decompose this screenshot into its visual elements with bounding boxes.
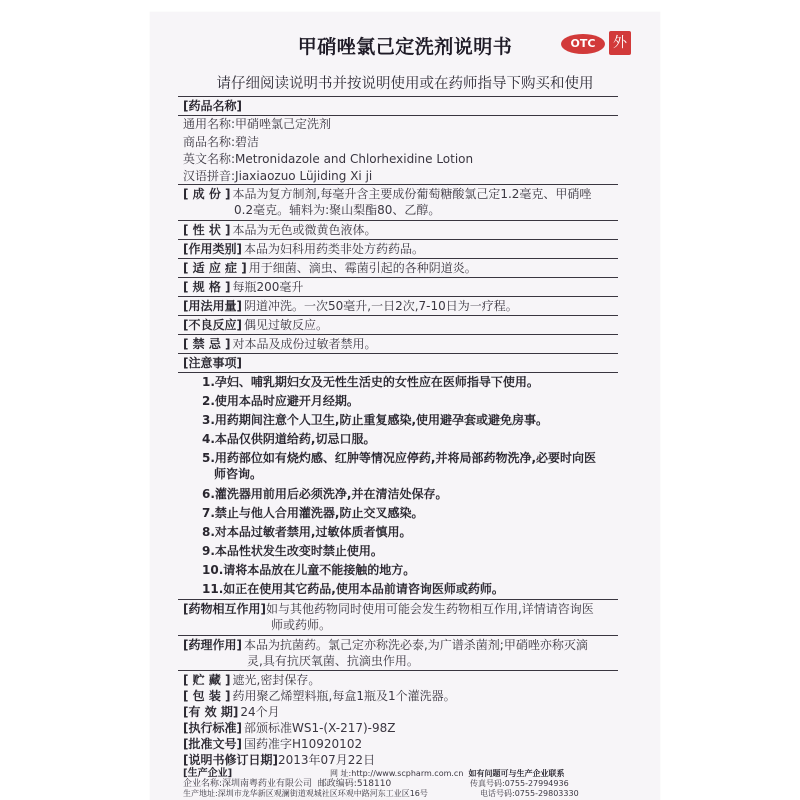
divider — [178, 670, 618, 671]
external-use-badge: 外 — [609, 31, 631, 55]
divider — [178, 334, 618, 335]
trade-name-value: 碧洁 — [235, 135, 260, 149]
specification-label: [ 规 格 ] — [183, 280, 231, 294]
contraindications-row — [183, 336, 377, 352]
precaution-item: 4.本品仅供阴道给药,切忌口服。 — [202, 432, 376, 446]
validity-row — [183, 704, 280, 720]
appearance-row — [183, 222, 377, 238]
specification-row — [183, 279, 303, 295]
storage-label: [ 贮 藏 ] — [183, 673, 231, 687]
precautions-heading: [注意事项] — [183, 356, 242, 370]
contact-footer: 如有问题可与生产企业联系 — [468, 769, 565, 778]
precaution-item: 6.灌洗器用前用后必须洗净,并在清洁处保存。 — [202, 487, 448, 501]
ingredients-label: [ 成 份 ] — [183, 187, 231, 201]
revision-label: [说明书修订日期] — [183, 753, 278, 767]
appearance-label: [ 性 状 ] — [183, 223, 231, 237]
storage-value: 遮光,密封保存。 — [232, 673, 321, 687]
generic-name-row — [183, 116, 331, 132]
divider — [178, 184, 618, 185]
generic-name-value: 甲硝唑氯己定洗剂 — [235, 117, 332, 131]
manufacturer-address-row — [183, 789, 428, 798]
manufacturer-name-value: 深圳南粤药业有限公司 — [222, 779, 313, 789]
usage-row — [183, 298, 518, 314]
address-value: 深圳市龙华新区观澜街道观城社区环观中路河东工业区16号 — [217, 789, 428, 798]
trade-name-label: 商品名称: — [183, 135, 236, 149]
interactions-line-2: 师或药师。 — [271, 618, 332, 632]
ingredients-row — [183, 186, 591, 202]
fax-row — [470, 779, 569, 789]
pinyin-row — [183, 168, 372, 184]
interactions-label: [药物相互作用] — [183, 602, 266, 616]
manufacturer-heading: [生产企业] — [183, 768, 233, 779]
divider — [178, 239, 618, 240]
contraindications-label: [ 禁 忌 ] — [183, 337, 231, 351]
divider — [178, 315, 618, 316]
ingredients-line-2: 0.2毫克。辅料为:聚山梨酯80、乙醇。 — [234, 203, 441, 217]
precaution-item: 1.孕妇、哺乳期妇女及无性生活史的女性应在医师指导下使用。 — [202, 375, 539, 389]
english-name-row — [183, 151, 473, 167]
divider — [178, 353, 618, 354]
postcode-value: 518110 — [356, 779, 392, 789]
postcode-label: 邮政编码: — [317, 779, 357, 789]
phone-label: 电话号码: — [480, 789, 515, 798]
pharmacology-row — [183, 637, 588, 653]
precaution-item: 7.禁止与他人合用灌洗器,防止交叉感染。 — [202, 506, 424, 520]
approval-row — [183, 736, 362, 752]
website-label: 网 址: — [330, 769, 352, 778]
trade-name-row — [183, 134, 259, 150]
website-row — [330, 768, 565, 779]
precaution-item: 11.如正在使用其它药品,使用本品前请咨询医师或药师。 — [202, 582, 504, 596]
precaution-item: 10.请将本品放在儿童不能接触的地方。 — [202, 563, 416, 577]
appearance-value: 本品为无色或微黄色液体。 — [232, 223, 377, 237]
generic-name-label: 通用名称: — [183, 117, 236, 131]
validity-value: 24个月 — [240, 705, 280, 719]
divider — [178, 277, 618, 278]
ingredients-line-1: 本品为复方制剂,每毫升含主要成份葡萄糖酸氯己定1.2毫克、甲硝唑 — [232, 187, 592, 201]
category-label: [作用类别] — [183, 242, 242, 256]
indications-row — [183, 260, 477, 276]
pharmacology-label: [药理作用] — [183, 638, 242, 652]
precaution-item: 3.用药期间注意个人卫生,防止重复感染,使用避孕套或避免房事。 — [202, 413, 549, 427]
address-label: 生产地址: — [183, 789, 218, 798]
drug-name-heading: [药品名称] — [183, 99, 242, 113]
approval-label: [批准文号] — [183, 737, 242, 751]
otc-badge: OTC — [561, 34, 605, 54]
category-row — [183, 241, 424, 257]
divider — [178, 635, 618, 636]
precaution-item: 8.对本品过敏者禁用,过敏体质者慎用。 — [202, 525, 412, 539]
indications-value: 用于细菌、滴虫、霉菌引起的各种阴道炎。 — [248, 261, 477, 275]
manufacturer-name-row — [183, 779, 391, 789]
adverse-row — [183, 317, 328, 333]
divider — [178, 258, 618, 259]
storage-row — [183, 672, 320, 688]
category-value: 本品为妇科用药类非处方药药品。 — [243, 242, 424, 256]
document-subtitle: 请仔细阅读说明书并按说明使用或在药师指导下购买和使用 — [216, 76, 594, 92]
revision-row — [183, 752, 375, 768]
indications-label: [ 适 应 症 ] — [183, 261, 247, 275]
contraindications-value: 对本品及成份过敏者禁用。 — [232, 337, 377, 351]
divider — [178, 220, 618, 221]
validity-label: [有 效 期] — [183, 705, 239, 719]
contact-row — [480, 789, 579, 798]
english-name-label: 英文名称: — [183, 152, 236, 166]
divider — [178, 599, 618, 600]
usage-label: [用法用量] — [183, 299, 242, 313]
pharmacology-line-2: 灵,具有抗厌氧菌、抗滴虫作用。 — [247, 654, 419, 668]
precaution-item: 2.使用本品时应避开月经期。 — [202, 394, 359, 408]
fax-label: 传真号码: — [470, 779, 505, 788]
standard-label: [执行标准] — [183, 721, 242, 735]
pinyin-label: 汉语拼音: — [183, 169, 236, 183]
precaution-item-continuation: 师咨询。 — [214, 467, 263, 481]
package-label: [ 包 装 ] — [183, 689, 231, 703]
manufacturer-name-label: 企业名称: — [183, 779, 223, 789]
interactions-line-1: 如与其他药物同时使用可能会发生药物相互作用,详情请咨询医 — [265, 602, 594, 616]
divider-top — [178, 96, 618, 97]
precaution-item: 9.本品性状发生改变时禁止使用。 — [202, 544, 383, 558]
pharmacology-line-1: 本品为抗菌药。氯己定亦称洗必泰,为广谱杀菌剂;甲硝唑亦称灭滴 — [243, 638, 588, 652]
fax-value: 0755-27994936 — [504, 779, 569, 788]
specification-value: 每瓶200毫升 — [232, 280, 304, 294]
standard-row — [183, 720, 395, 736]
english-name-value: Metronidazole and Chlorhexidine Lotion — [235, 152, 474, 166]
package-value: 药用聚乙烯塑料瓶,每盒1瓶及1个灌洗器。 — [232, 689, 456, 703]
precaution-item: 5.用药部位如有烧灼感、红肿等情况应停药,并将局部药物洗净,必要时向医 — [202, 451, 597, 465]
revision-value: 2013年07月22日 — [277, 753, 376, 767]
usage-value: 阴道冲洗。一次50毫升,一日2次,7-10日为一疗程。 — [243, 299, 518, 313]
divider — [178, 296, 618, 297]
website-value[interactable]: http://www.scpharm.com.cn — [351, 769, 464, 778]
approval-value: 国药准字H10920102 — [243, 737, 363, 751]
adverse-label: [不良反应] — [183, 318, 242, 332]
standard-value: 部颁标准WS1-(X-217)-98Z — [243, 721, 396, 735]
interactions-row — [183, 601, 594, 617]
pinyin-value: Jiaxiaozuo Lüjiding Xi ji — [235, 169, 373, 183]
divider — [178, 372, 618, 373]
adverse-value: 偶见过敏反应。 — [243, 318, 328, 332]
package-row — [183, 688, 456, 704]
document-title: 甲硝唑氯己定洗剂说明书 — [297, 36, 513, 58]
phone-value: 0755-29803330 — [514, 789, 579, 798]
